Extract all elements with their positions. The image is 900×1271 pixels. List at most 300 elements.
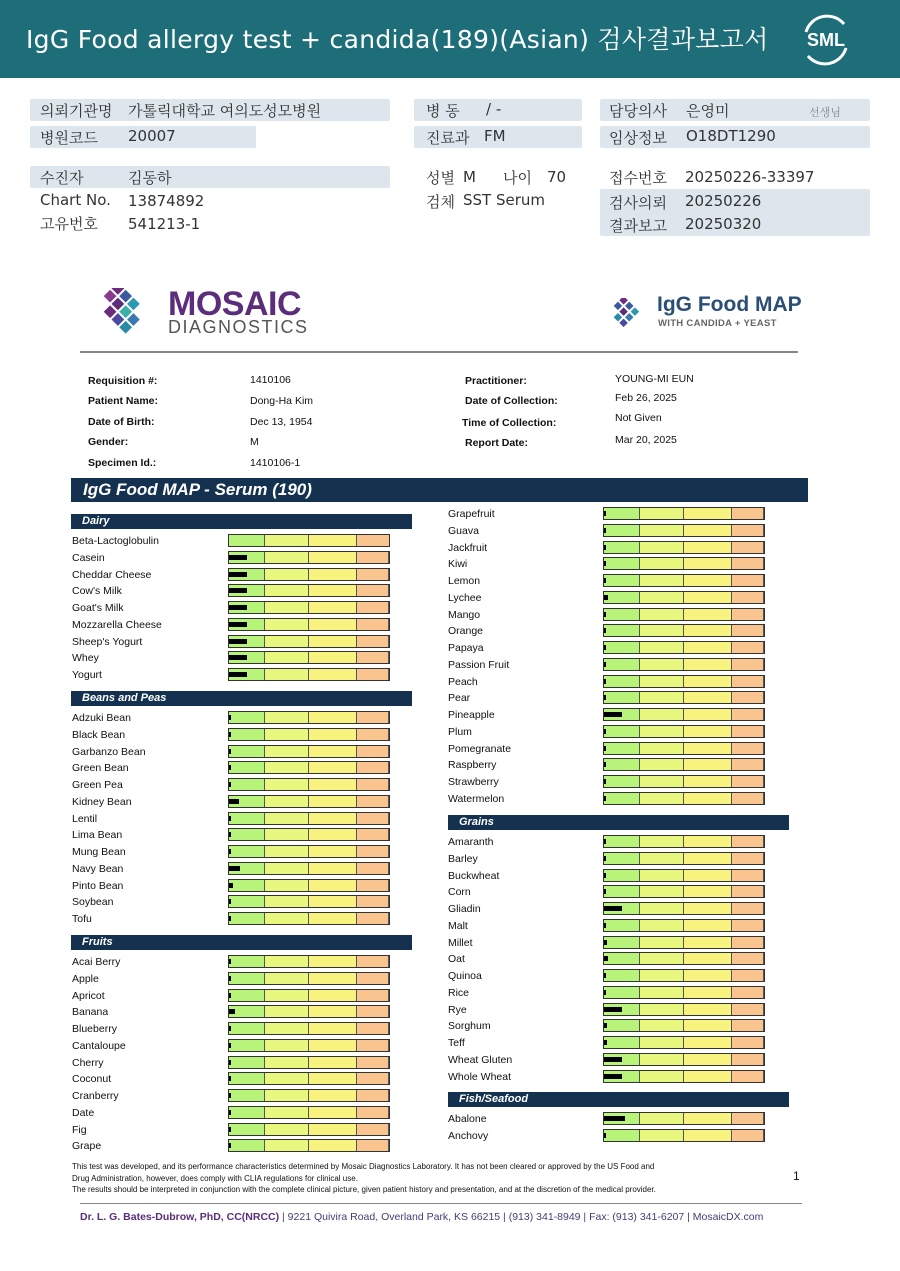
institution-value: 가톨릭대학교 여의도성모병원: [128, 102, 322, 120]
scale-segment: [684, 953, 732, 964]
reaction-level-bar: [229, 1127, 231, 1132]
reaction-scale: [228, 1039, 390, 1052]
reaction-level-bar: [604, 645, 606, 650]
scale-segment: [265, 880, 309, 891]
reaction-scale: [603, 986, 765, 999]
reaction-scale: [603, 852, 765, 865]
scale-segment: [604, 525, 640, 536]
scale-segment: [229, 913, 265, 924]
scale-segment: [309, 896, 357, 907]
scale-segment: [265, 796, 309, 807]
reaction-scale: [228, 862, 390, 875]
gender-value: M: [250, 436, 259, 448]
report-date-label-en: Report Date:: [465, 437, 529, 449]
reaction-scale: [228, 1089, 390, 1102]
food-item-label: Oat: [448, 953, 465, 966]
sml-logo-text: SML: [807, 30, 845, 50]
scale-segment: [732, 642, 764, 653]
scale-segment: [640, 592, 684, 603]
reaction-scale: [228, 1139, 390, 1152]
scale-segment: [640, 575, 684, 586]
scale-segment: [229, 1140, 265, 1151]
reaction-level-bar: [604, 545, 606, 550]
scale-segment: [265, 829, 309, 840]
scale-segment: [604, 592, 640, 603]
scale-segment: [640, 1130, 684, 1141]
scale-segment: [357, 712, 389, 723]
food-item-label: Guava: [448, 524, 479, 537]
scale-segment: [684, 525, 732, 536]
scale-segment: [640, 903, 684, 914]
reaction-scale: [603, 792, 765, 805]
scale-segment: [309, 973, 357, 984]
food-item-label: Lemon: [448, 575, 481, 587]
scale-segment: [732, 676, 764, 687]
food-item-label: Malt: [448, 919, 468, 932]
reaction-level-bar: [604, 889, 606, 894]
scale-segment: [604, 726, 640, 737]
category-header: [448, 815, 789, 830]
food-item-label: Cow's Milk: [72, 585, 122, 598]
reaction-scale: [228, 1022, 390, 1035]
scale-segment: [229, 779, 265, 790]
scale-segment: [684, 1071, 732, 1082]
reaction-level-bar: [604, 923, 606, 928]
scale-segment: [640, 1020, 684, 1031]
food-item-label: Blueberry: [72, 1023, 117, 1035]
reaction-scale: [228, 778, 390, 791]
id-value: 541213-1: [128, 215, 201, 233]
scale-segment: [604, 575, 640, 586]
practitioner-label: Practitioner:: [465, 375, 527, 387]
scale-segment: [229, 712, 265, 723]
patient-field-bg: [30, 166, 390, 188]
scale-segment: [684, 870, 732, 881]
reaction-level-bar: [229, 639, 247, 644]
scale-segment: [309, 829, 357, 840]
scale-segment: [732, 1037, 764, 1048]
reaction-scale: [603, 541, 765, 554]
reaction-level-bar: [604, 796, 606, 801]
food-item-label: Anchovy: [448, 1129, 489, 1142]
reaction-scale: [603, 1129, 765, 1142]
food-item-label: Navy Bean: [72, 862, 124, 875]
food-item-label: Grape: [72, 1140, 102, 1153]
reaction-scale: [228, 845, 390, 858]
collection-date-label: Date of Collection:: [465, 395, 558, 407]
scale-segment: [229, 813, 265, 824]
age-value: 70: [547, 168, 567, 186]
category-header: [448, 1092, 789, 1107]
reaction-scale: [228, 635, 390, 648]
reaction-level-bar: [604, 956, 608, 961]
reaction-scale: [603, 1019, 765, 1032]
scale-segment: [684, 542, 732, 553]
food-item-label: Yogurt: [72, 669, 102, 681]
collection-date-value: Feb 26, 2025: [615, 392, 677, 404]
scale-segment: [684, 937, 732, 948]
reaction-scale: [603, 624, 765, 637]
scale-segment: [684, 987, 732, 998]
reaction-scale: [228, 955, 390, 968]
reaction-scale: [228, 761, 390, 774]
scale-segment: [309, 669, 357, 680]
reaction-scale: [228, 618, 390, 631]
clinical-info-label: 임상정보: [609, 129, 667, 147]
scale-segment: [732, 659, 764, 670]
scale-segment: [640, 759, 684, 770]
food-item-label: Plum: [448, 725, 472, 738]
scale-segment: [604, 793, 640, 804]
patient-value: 김동하: [128, 169, 172, 187]
scale-segment: [229, 1090, 265, 1101]
patient-name-label: Patient Name:: [88, 395, 159, 407]
scale-segment: [357, 813, 389, 824]
scale-segment: [732, 1054, 764, 1065]
product-sub: WITH CANDIDA + YEAST: [658, 318, 777, 329]
reaction-level-bar: [604, 1007, 622, 1012]
food-item-label: Black Bean: [72, 728, 126, 741]
report-title: IgG Food allergy test + candida(189)(Asian) 검사결과보고서: [26, 25, 769, 54]
food-item-label: Garbanzo Bean: [72, 745, 146, 758]
collection-time-label: Time of Collection:: [462, 417, 557, 429]
doctor-value: 은영미: [686, 102, 730, 120]
clinical-info-value: O18DT1290: [686, 127, 776, 145]
reaction-scale: [228, 895, 390, 908]
scale-segment: [309, 1107, 357, 1118]
scale-segment: [229, 762, 265, 773]
scale-segment: [604, 692, 640, 703]
scale-segment: [357, 863, 389, 874]
scale-segment: [604, 1037, 640, 1048]
sex-label: 성별: [426, 169, 455, 187]
food-item-label: Mango: [448, 608, 481, 621]
scale-segment: [684, 558, 732, 569]
scale-segment: [309, 1140, 357, 1151]
reaction-level-bar: [229, 883, 233, 888]
scale-segment: [604, 953, 640, 964]
specimen-id-value: 1410106-1: [250, 457, 301, 469]
reaction-scale: [603, 969, 765, 982]
doctor-suffix: 선생님: [809, 106, 841, 119]
scale-segment: [732, 575, 764, 586]
scale-segment: [309, 846, 357, 857]
panel-title: IgG Food MAP - Serum (190): [83, 480, 312, 499]
report-banner: [0, 0, 900, 78]
category-header-label: Beans and Peas: [82, 692, 167, 704]
reaction-level-bar: [229, 1110, 231, 1115]
food-item-label: Green Pea: [72, 779, 123, 791]
reaction-scale: [603, 591, 765, 604]
scale-segment: [309, 1023, 357, 1034]
scale-segment: [357, 762, 389, 773]
food-item-label: Adzuki Bean: [72, 712, 131, 724]
reaction-level-bar: [229, 732, 231, 737]
reaction-level-bar: [604, 561, 606, 566]
scale-segment: [640, 776, 684, 787]
food-item-label: Corn: [448, 886, 471, 899]
scale-segment: [732, 525, 764, 536]
food-item-label: Date: [72, 1106, 95, 1119]
scale-segment: [604, 853, 640, 864]
reaction-scale: [228, 879, 390, 892]
scale-segment: [309, 569, 357, 580]
reaction-scale: [228, 551, 390, 564]
chart-no-value: 13874892: [128, 192, 205, 210]
scale-segment: [229, 1107, 265, 1118]
scale-segment: [732, 870, 764, 881]
reaction-scale: [228, 972, 390, 985]
scale-segment: [309, 746, 357, 757]
department-value: FM: [484, 127, 506, 145]
reaction-level-bar: [604, 990, 606, 995]
reaction-scale: [603, 869, 765, 882]
scale-segment: [640, 886, 684, 897]
scale-segment: [309, 552, 357, 563]
ward-label: 병 동: [426, 102, 460, 120]
scale-segment: [604, 836, 640, 847]
scale-segment: [684, 709, 732, 720]
reaction-level-bar: [229, 959, 231, 964]
reaction-scale: [603, 658, 765, 671]
food-item-label: Amaranth: [448, 836, 494, 848]
scale-segment: [684, 1037, 732, 1048]
scale-segment: [684, 886, 732, 897]
scale-segment: [640, 937, 684, 948]
scale-segment: [309, 813, 357, 824]
food-item-label: Acai Berry: [72, 956, 121, 968]
scale-segment: [309, 762, 357, 773]
page-number: 1: [793, 1169, 800, 1183]
reaction-level-bar: [229, 1043, 231, 1048]
reaction-scale: [228, 1005, 390, 1018]
scale-segment: [265, 619, 309, 630]
scale-segment: [265, 913, 309, 924]
scale-segment: [357, 846, 389, 857]
scale-segment: [640, 659, 684, 670]
scale-segment: [265, 1090, 309, 1101]
reaction-scale: [228, 912, 390, 925]
scale-segment: [684, 793, 732, 804]
scale-segment: [229, 535, 265, 546]
reaction-scale: [603, 758, 765, 771]
scale-segment: [732, 592, 764, 603]
reaction-level-bar: [229, 655, 247, 660]
reaction-scale: [603, 1070, 765, 1083]
food-item-label: Kidney Bean: [72, 795, 132, 808]
scale-segment: [732, 937, 764, 948]
panel-title-bar: [71, 478, 808, 502]
scale-segment: [684, 1130, 732, 1141]
igg-food-map-logo: [598, 298, 652, 328]
scale-segment: [265, 813, 309, 824]
reaction-level-bar: [604, 578, 606, 583]
scale-segment: [732, 709, 764, 720]
scale-segment: [357, 636, 389, 647]
scale-segment: [640, 1004, 684, 1015]
reaction-level-bar: [229, 555, 247, 560]
specimen-label: 검체: [426, 193, 455, 211]
food-item-label: Apple: [72, 972, 99, 985]
scale-segment: [229, 829, 265, 840]
scale-segment: [684, 609, 732, 620]
scale-segment: [732, 836, 764, 847]
reaction-scale: [228, 584, 390, 597]
category-header: [71, 935, 412, 950]
lab-director: Dr. L. G. Bates-Dubrow, PhD, CC(NRCC): [80, 1211, 280, 1223]
scale-segment: [265, 746, 309, 757]
reaction-scale: [228, 651, 390, 664]
reaction-level-bar: [604, 1023, 607, 1028]
reaction-level-bar: [604, 1057, 622, 1062]
scale-segment: [265, 636, 309, 647]
hospital-code-label: 병원코드: [40, 129, 98, 147]
scale-segment: [604, 987, 640, 998]
scale-segment: [604, 870, 640, 881]
food-item-label: Cantaloupe: [72, 1039, 126, 1052]
scale-segment: [640, 726, 684, 737]
reaction-scale: [603, 708, 765, 721]
scale-segment: [265, 1057, 309, 1068]
reaction-level-bar: [604, 856, 606, 861]
scale-segment: [640, 1071, 684, 1082]
scale-segment: [604, 508, 640, 519]
scale-segment: [265, 973, 309, 984]
scale-segment: [265, 552, 309, 563]
scale-segment: [732, 886, 764, 897]
scale-segment: [265, 1040, 309, 1051]
food-item-label: Kiwi: [448, 558, 468, 571]
dob-value: Dec 13, 1954: [250, 416, 313, 428]
food-item-label: Teff: [448, 1037, 465, 1049]
reaction-scale: [603, 835, 765, 848]
reaction-scale: [228, 1072, 390, 1085]
scale-segment: [604, 743, 640, 754]
scale-segment: [357, 669, 389, 680]
scale-segment: [604, 642, 640, 653]
food-item-label: Pinto Bean: [72, 879, 124, 892]
reaction-scale: [228, 711, 390, 724]
scale-segment: [604, 558, 640, 569]
reaction-level-bar: [229, 976, 231, 981]
reaction-scale: [603, 742, 765, 755]
reaction-scale: [603, 902, 765, 915]
reaction-scale: [603, 675, 765, 688]
receipt-no-label: 접수번호: [609, 169, 667, 187]
report-date-value: 20250320: [685, 215, 762, 233]
scale-segment: [229, 880, 265, 891]
scale-segment: [684, 853, 732, 864]
scale-segment: [732, 987, 764, 998]
category-header-label: Dairy: [82, 515, 110, 527]
food-item-label: Cheddar Cheese: [72, 568, 152, 581]
scale-segment: [732, 776, 764, 787]
scale-segment: [640, 525, 684, 536]
scale-segment: [732, 920, 764, 931]
scale-segment: [265, 762, 309, 773]
scale-segment: [309, 880, 357, 891]
scale-segment: [357, 535, 389, 546]
reaction-level-bar: [604, 662, 606, 667]
scale-segment: [357, 1006, 389, 1017]
scale-segment: [309, 729, 357, 740]
reaction-level-bar: [229, 1076, 231, 1081]
scale-segment: [640, 1037, 684, 1048]
food-item-label: Sorghum: [448, 1020, 491, 1033]
scale-segment: [640, 542, 684, 553]
scale-segment: [309, 1040, 357, 1051]
reaction-level-bar: [229, 816, 231, 821]
reaction-level-bar: [604, 839, 606, 844]
food-item-label: Strawberry: [448, 776, 499, 788]
reaction-level-bar: [604, 528, 606, 533]
scale-segment: [684, 575, 732, 586]
reaction-level-bar: [229, 749, 231, 754]
scale-segment: [309, 913, 357, 924]
reaction-level-bar: [604, 1074, 622, 1079]
food-item-label: Quinoa: [448, 970, 482, 982]
reaction-level-bar: [604, 973, 606, 978]
scale-segment: [604, 609, 640, 620]
scale-segment: [684, 1113, 732, 1124]
food-item-label: Beta-Lactoglobulin: [72, 535, 159, 547]
reaction-scale: [603, 936, 765, 949]
scale-segment: [229, 956, 265, 967]
scale-segment: [229, 1040, 265, 1051]
scale-segment: [732, 1113, 764, 1124]
reaction-level-bar: [229, 1093, 231, 1098]
food-item-label: Lychee: [448, 591, 482, 604]
scale-segment: [357, 1073, 389, 1084]
scale-segment: [684, 625, 732, 636]
food-item-label: Soybean: [72, 896, 114, 909]
food-item-label: Banana: [72, 1006, 109, 1019]
scale-segment: [732, 508, 764, 519]
scale-segment: [732, 625, 764, 636]
disclaimer-line-3: The results should be interpreted in conjunction with the complete clinical picture, given patient history and presentation, and at the discretion of the medical provider.: [72, 1185, 656, 1194]
reaction-scale: [228, 795, 390, 808]
scale-segment: [640, 853, 684, 864]
food-item-label: Millet: [448, 936, 473, 949]
product-name: IgG Food MAP: [657, 293, 802, 316]
scale-segment: [229, 746, 265, 757]
scale-segment: [732, 793, 764, 804]
institution-label: 의뢰기관명: [40, 102, 113, 120]
reaction-scale: [228, 668, 390, 681]
scale-segment: [357, 1040, 389, 1051]
reaction-scale: [603, 691, 765, 704]
report-date-label: 결과보고: [609, 217, 667, 235]
food-item-label: Coconut: [72, 1073, 112, 1086]
reaction-scale: [228, 568, 390, 581]
scale-segment: [265, 535, 309, 546]
food-item-label: Sheep's Yogurt: [72, 635, 143, 648]
food-item-label: Pineapple: [448, 709, 495, 721]
reaction-level-bar: [229, 672, 247, 677]
ward-value: / -: [486, 100, 502, 118]
scale-segment: [732, 853, 764, 864]
reaction-scale: [603, 1003, 765, 1016]
scale-segment: [309, 652, 357, 663]
reaction-scale: [603, 885, 765, 898]
scale-segment: [309, 990, 357, 1001]
reaction-level-bar: [604, 695, 606, 700]
food-item-label: Gliadin: [448, 903, 481, 915]
scale-segment: [357, 602, 389, 613]
scale-segment: [265, 712, 309, 723]
scale-segment: [640, 970, 684, 981]
scale-segment: [229, 1057, 265, 1068]
